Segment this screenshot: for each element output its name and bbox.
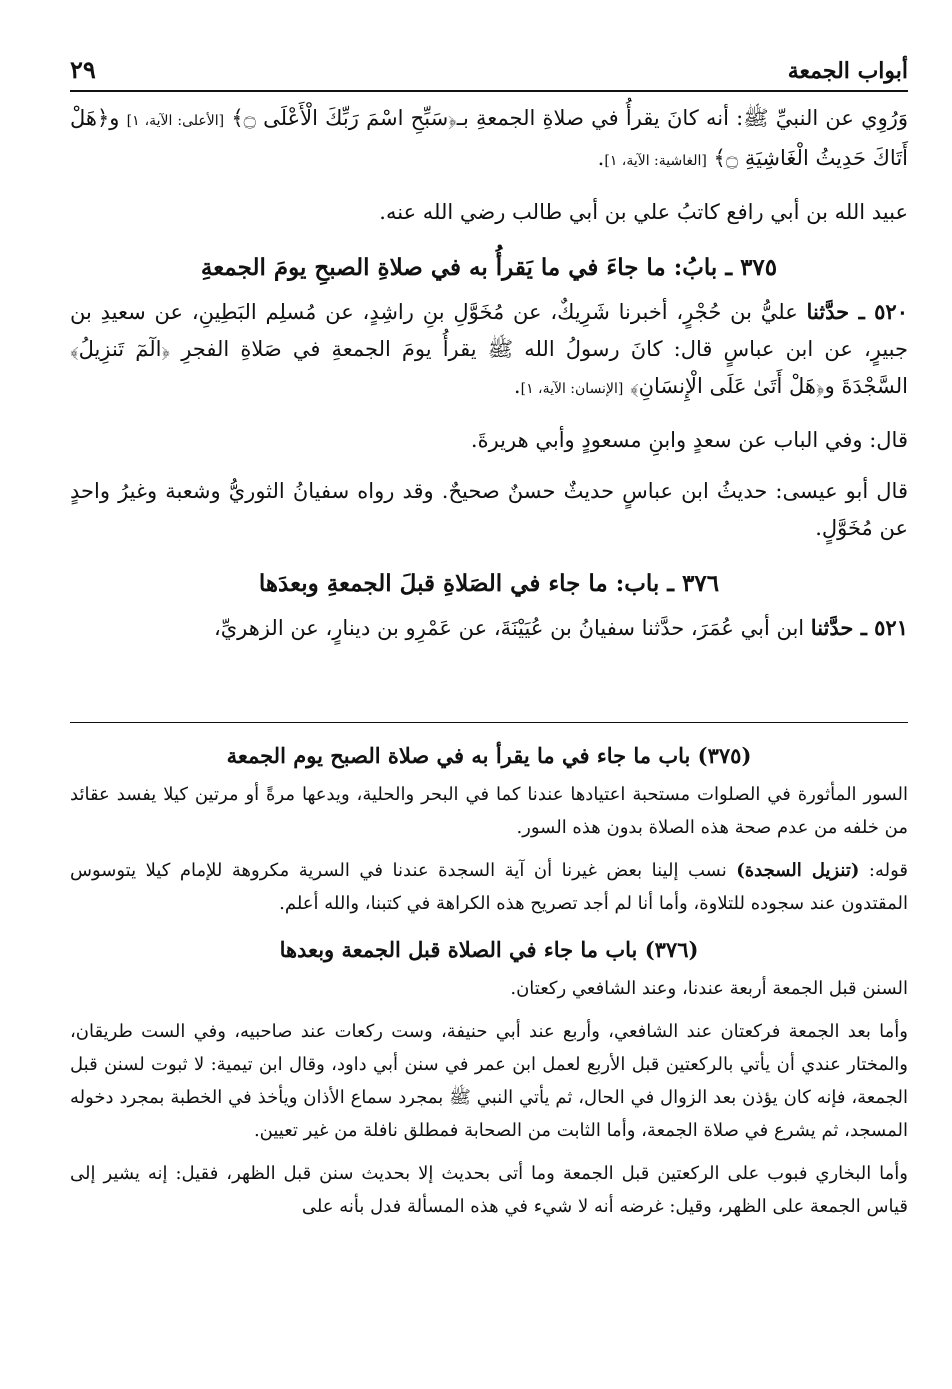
hadith-lead: ٥٢٠ ـ حدَّثنا <box>806 299 908 324</box>
chapter-heading-375: ٣٧٥ ـ بابُ: ما جاءَ في ما يَقرأُ به في صلاةِ الصبحِ يومَ الجمعةِ <box>200 254 778 281</box>
paragraph-riwaya: وَرُوِي عن النبيِّ ﷺ: أنه كانَ يقرأُ في صلاةِ الجمعةِ بـ﴿سَبِّحِ اسْمَ رَبِّكَ الْأَعْلَى ۝﴾ [الأعلى: الآية، ١] و﴿هَلْ أَتَاكَ حَدِيثُ الْغَاشِيَةِ ۝﴾ [الغاشية: الآية، ١]. <box>70 106 908 170</box>
quran-reference: [الأعلى: الآية، ١] <box>126 113 225 129</box>
footnote-separator <box>70 722 908 723</box>
note-paragraph: وأما بعد الجمعة فركعتان عند الشافعي، وأربع عند أبي حنيفة، وست ركعات عند صاحبيه، وفي الست طريقان، والمختار عندي أن يأتي بالركعتين قبل الأربع لعمل ابن عمر في سنن أبي داود، وقال ابن تيمية: لا ثبوت لسنن قبل الجمعة، فإنه كان يؤذن بعد الزوال في الحال، ثم يأتي النبي ﷺ بمجرد سماع الأذان ويأخذ في الخطبة بمجرد دخوله المسجد، ثم يشرع في صلاة الجمعة، وأما الثابت من الصحابة فمطلق نافلة من غير تعيين. <box>70 1021 908 1141</box>
page-number: ٢٩ <box>70 55 96 84</box>
note-paragraph: السور المأثورة في الصلوات مستحبة اعتيادها عندنا كما في البحر والحلية، ويدعها مرةً أو مرتين كيلا يفسد عقائد من خلفه من عدم صحة هذه الصلاة بدون هذه السور. <box>70 784 908 838</box>
quran-reference: [الإنسان: الآية، ١] <box>520 381 624 397</box>
hadith-lead: ٥٢١ ـ حدَّثنا <box>810 615 908 640</box>
paragraph-qal-2: قال أبو عيسى: حديثُ ابن عباسٍ حديثٌ حسنٌ صحيحٌ. وقد رواه سفيانُ الثوريُّ وشعبة وغيرُ واحدٍ عن مُخَوَّلٍ. <box>70 479 908 540</box>
header-title: أبواب الجمعة <box>787 58 908 84</box>
note-paragraph: وأما البخاري فبوب على الركعتين قبل الجمعة وما أتى بحديث إلا بحديث سنن قبل الظهر، فقيل: إنه يشير إلى قياس الجمعة على الظهر، وقيل: غرضه أنه لا شيء في هذه المسألة فدل بأنه على <box>70 1163 908 1217</box>
commentary-section <box>70 736 908 1223</box>
note-heading-376: (٣٧٦) باب ما جاء في الصلاة قبل الجمعة وبعدها <box>279 937 699 962</box>
paragraph-ubaidullah: عبيد الله بن أبي رافع كاتبُ علي بن أبي طالب رضي الله عنه. <box>379 200 908 224</box>
page <box>70 48 908 647</box>
running-header <box>70 48 908 92</box>
hadith-520: ٥٢٠ ـ حدَّثنا عليُّ بن حُجْرٍ، أخبرنا شَرِيكٌ، عن مُخَوَّلِ بنِ راشِدٍ، عن مُسلِم البَطِينِ، عن سعيدِ بن جبيرٍ، عن ابن عباسٍ قال: كانَ رسولُ الله ﷺ يقرأُ يومَ الجمعةِ في صَلاةِ الفجرِ ﴿الٓمٓ تَنزِيلُ﴾ السَّجْدَةَ و﴿هَلْ أَتَىٰ عَلَى الْإِنسَانِ﴾ [الإنسان: الآية، ١]. <box>70 299 908 398</box>
chapter-heading-376: ٣٧٦ ـ باب: ما جاء في الصَلاةِ قبلَ الجمعةِ وبعدَها <box>258 570 720 597</box>
note-heading-375: (٣٧٥) باب ما جاء في ما يقرأ به في صلاة الصبح يوم الجمعة <box>226 743 752 768</box>
note-paragraph: السنن قبل الجمعة أربعة عندنا، وعند الشافعي ركعتان. <box>510 978 908 999</box>
paragraph-qal-1: قال: وفي الباب عن سعدٍ وابنِ مسعودٍ وأبي هريرةَ. <box>470 428 908 452</box>
quran-reference: [الغاشية: الآية، ١] <box>604 153 707 169</box>
hadith-521: ٥٢١ ـ حدَّثنا ابن أبي عُمَرَ، حدَّثنا سفيانُ بن عُيَيْنَةَ، عن عَمْرِو بن دينارٍ، عن الزهريِّ، <box>213 615 908 640</box>
note-paragraph: قوله: (تنزيل السجدة) نسب إلينا بعض غيرنا أن آية السجدة عندنا في السرية مكروهة للإمام كيلا يتوسوس المقتدون عند سجوده للتلاوة، وأما أنا لم أجد تصريح هذه الكراهة في كتبنا، والله أعلم. <box>70 860 909 914</box>
